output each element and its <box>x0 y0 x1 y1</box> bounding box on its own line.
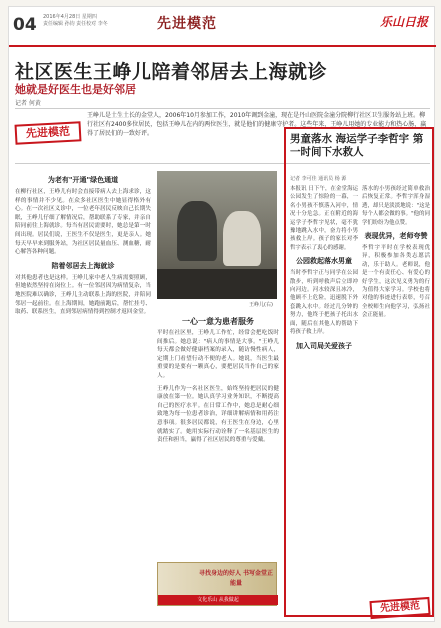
editor-credits: 责任编辑 孙钧 责任校对 李冬 <box>43 21 108 27</box>
paragraph: 本报讯 日下午，在金堂海运公园发生了惊险的一幕，一名小男孩不慎落入河中，情况十分危急。正在附近的海运学子李哲宇见状，毫不犹豫地跳入水中，奋力将小男孩救上岸。孩子的家长对李哲宇表示了衷心的感谢。 <box>290 186 358 251</box>
newspaper-logo: 乐山日报 <box>379 15 428 29</box>
lead-paragraph: 王峥儿是土生土长的金堂人，2006年10月参加工作，2010年调到金潼，现在是丹山医院金潼分院柳行社区卫生服务站上班。柳行社区有2400多位居民，包括王峥儿在内的两位医生，就是他们的健康守护者。这些年来，王峥儿用她的专业能力和热心肠，赢得了居民们的一致好评。 <box>87 112 427 137</box>
headline-subtitle: 她就是好医生也是好邻居 <box>15 83 136 96</box>
sidebar-byline: 记者 李可佳 通讯员 杨 源 <box>290 176 347 182</box>
photo-person <box>223 211 261 266</box>
subheading: 为老有"开通"绿色通道 <box>47 176 119 184</box>
subheading: 陪着邻居去上海就诊 <box>51 261 115 270</box>
news-photo <box>157 171 277 299</box>
photo-table <box>157 269 277 299</box>
subheading: 加入司局关爱孩子 <box>296 341 352 350</box>
stamp-badge: 先进模范 <box>15 121 82 144</box>
article-column-1 <box>15 171 151 611</box>
issue-date: 2016年4月28日 星期四 <box>43 14 97 20</box>
paragraph: 落水的小男孩经过简单救治后恢复正常。李哲宇浑身湿透，却只是淡淡地说："这是每个人都会做的事。"他的同学们纷纷为他点赞。 <box>362 186 430 226</box>
headline-title: 社区医生王峥儿陪着邻居去上海就诊 <box>15 61 328 83</box>
paragraph: 平时在社区里，王峥儿工作忙，经常会把吃饭时间推后。她总说："病人的事情是大事。"王峥儿每天都会做好健康档案的录入，随访慢性病人，定期上门看望行动不便的老人。她说，当医生最重要的是要有一颗真心，要把居民当作自己的家人。 <box>157 330 279 379</box>
promo-banner <box>157 562 277 606</box>
paragraph: 李哲宇平时在学校表现优异，积极参加各类志愿活动，乐于助人。老师说，他是一个有责任心、有爱心的好学生，这次见义勇为的行为值得大家学习。学校也将对他的事迹进行表彰，号召全校师生向他学习，弘扬社会正能量。 <box>362 245 430 319</box>
sidebar-article <box>284 127 434 617</box>
article-column-2 <box>157 329 279 557</box>
paragraph: 对其他患者也是这样。王峥儿家中老人生病需要照顾，但她依然坚持在岗位上。有一位邻居因为病情复杂，当地医院难以确诊，王峥儿主动联系上海的医院，并陪同邻居一起前往。在上海期间，她跑前跑后，帮忙挂号、取药、联系医生，直到邻居病情得到控制才返回金堂。 <box>15 274 151 316</box>
stamp-badge: 先进模范 <box>369 597 430 619</box>
section-title: 先进模范 <box>157 16 217 32</box>
promo-bar: 文化乐山 从我做起 <box>158 595 278 605</box>
sidebar-column-left <box>290 185 358 595</box>
subheading: 表现优异，老师夸赞 <box>364 232 428 241</box>
byline: 记者 何黄 <box>15 100 41 107</box>
promo-text: 寻找身边的好人 书写金堂正能量 <box>198 570 274 587</box>
newspaper-page <box>8 6 435 622</box>
sidebar-title: 男童落水 海运学子李哲宇 第一时间下水救人 <box>290 133 424 158</box>
page-header <box>9 7 436 47</box>
paragraph: 当时李哲宇正与同学在公园散步，听到呼救声后立即冲向河边。河水较深且冰冷，他顾不上危险，迅速脱下外套跳入水中。经过几分钟的努力，他终于把孩子托出水面，随后在其他人的帮助下将孩子救上岸。 <box>290 270 358 336</box>
sidebar-column-right <box>362 185 430 595</box>
subheading: 公园救起落水男童 <box>296 257 352 266</box>
paragraph: 王峥儿作为一名社区医生，始终坚持把居民的健康放在第一位。她认真学习业务知识，不断提高自己的医疗水平。在日常工作中，她总是耐心细致地为每一位患者诊治，详细讲解病情和用药注意事项。很多居民都说，有王医生在身边，心里就踏实了。她用实际行动诠释了一名基层医生的责任和担当，赢得了社区居民的尊重与爱戴。 <box>157 385 279 444</box>
paragraph: 在柳行社区，王峥儿有时会直接带病人去上海求诊，这样的事情并不少见。在众多社区医生中她显得格外有心。在一次社区义诊中，一位老年居民反映自己长期失眠，王峥儿仔细了解情况后，帮助联系了专家，并亲自陪同前往上海就诊。每当有居民需要时，她总是第一时间出现。居民们说，王医生不仅是医生，更是亲人。她每天早早来到服务站，为社区居民量血压、测血糖，耐心解答各种问题。 <box>15 189 151 256</box>
page-number: 04 <box>13 15 37 35</box>
photo-caption: 王峥儿(右) <box>249 302 273 308</box>
photo-person <box>177 201 217 261</box>
subheading: 一心一意为患者服务 <box>182 317 254 326</box>
